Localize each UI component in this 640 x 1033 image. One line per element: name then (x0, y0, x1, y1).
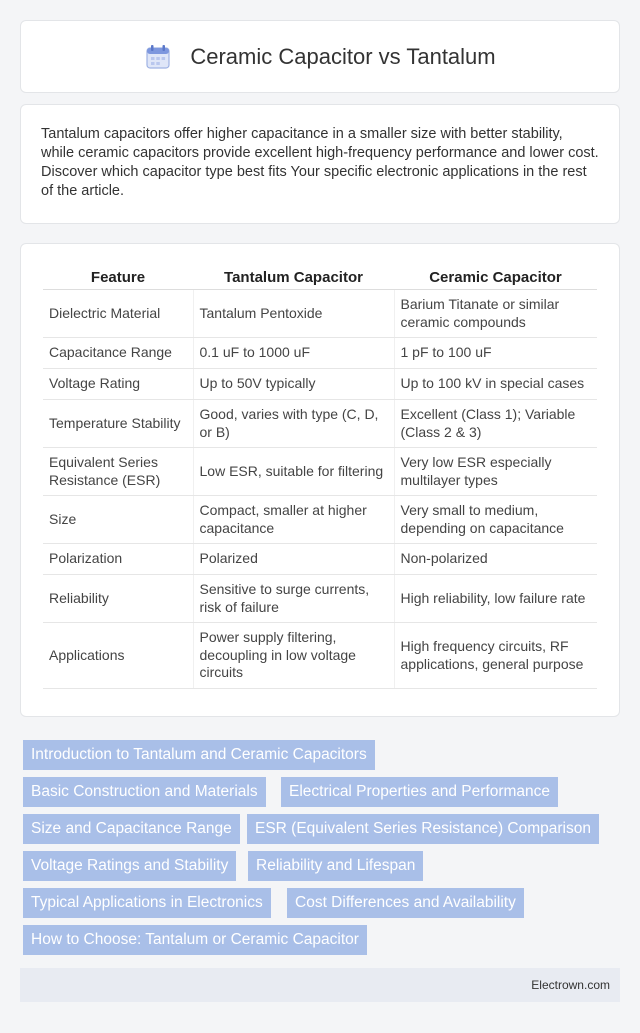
table-cell: Very small to medium, depending on capacitance (394, 496, 597, 544)
table-cell: Good, varies with type (C, D, or B) (193, 400, 394, 448)
calendar-icon (144, 43, 172, 71)
comparison-table (43, 264, 597, 689)
intro-text: Tantalum capacitors offer higher capacitance in a smaller size with better stability, while ceramic capacitors provide excellent high-frequency performance and lower cost. Discover which capacitor type best fits Your specific electronic applications in the rest of the article. (41, 126, 599, 199)
intro-card (20, 104, 620, 224)
topic-tag[interactable]: Size and Capacitance Range (23, 814, 240, 844)
table-row (43, 448, 597, 496)
page-title: Ceramic Capacitor vs Tantalum (190, 43, 496, 69)
comparison-table-card (20, 243, 620, 717)
topic-tag[interactable]: Reliability and Lifespan (248, 851, 423, 881)
topic-tag[interactable]: How to Choose: Tantalum or Ceramic Capacitor (23, 925, 367, 955)
topic-tag[interactable]: Basic Construction and Materials (23, 777, 266, 807)
table-row (43, 338, 597, 369)
footer (20, 968, 620, 1002)
column-header: Tantalum Capacitor (193, 264, 394, 290)
table-cell: Low ESR, suitable for filtering (193, 448, 394, 496)
table-cell: Reliability (43, 575, 193, 623)
topic-tag[interactable]: Electrical Properties and Performance (281, 777, 558, 807)
table-cell: Very low ESR especially multilayer types (394, 448, 597, 496)
table-row (43, 496, 597, 544)
table-cell: High frequency circuits, RF applications, general purpose (394, 623, 597, 689)
table-cell: Tantalum Pentoxide (193, 290, 394, 338)
topic-tag[interactable]: Introduction to Tantalum and Ceramic Capacitors (23, 740, 375, 770)
topic-tag[interactable]: ESR (Equivalent Series Resistance) Comparison (247, 814, 599, 844)
table-header-row (43, 264, 597, 290)
table-row (43, 544, 597, 575)
table-cell: High reliability, low failure rate (394, 575, 597, 623)
table-cell: Sensitive to surge currents, risk of failure (193, 575, 394, 623)
table-cell: Up to 100 kV in special cases (394, 369, 597, 400)
topic-tag[interactable]: Typical Applications in Electronics (23, 888, 271, 918)
table-cell: Voltage Rating (43, 369, 193, 400)
table-cell: 1 pF to 100 uF (394, 338, 597, 369)
table-cell: Equivalent Series Resistance (ESR) (43, 448, 193, 496)
topic-tag[interactable]: Voltage Ratings and Stability (23, 851, 236, 881)
table-row (43, 400, 597, 448)
table-row (43, 575, 597, 623)
table-cell: Capacitance Range (43, 338, 193, 369)
table-cell: Non-polarized (394, 544, 597, 575)
table-cell: Excellent (Class 1); Variable (Class 2 & 3) (394, 400, 597, 448)
footer-site-name: Electrown.com (531, 978, 610, 992)
table-row (43, 623, 597, 689)
table-cell: 0.1 uF to 1000 uF (193, 338, 394, 369)
page-header (20, 20, 620, 93)
table-cell: Polarized (193, 544, 394, 575)
table-cell: Power supply filtering, decoupling in low voltage circuits (193, 623, 394, 689)
topic-tag[interactable]: Cost Differences and Availability (287, 888, 524, 918)
table-cell: Temperature Stability (43, 400, 193, 448)
table-cell: Applications (43, 623, 193, 689)
column-header: Feature (43, 264, 193, 290)
column-header: Ceramic Capacitor (394, 264, 597, 290)
table-row (43, 290, 597, 338)
table-cell: Up to 50V typically (193, 369, 394, 400)
table-cell: Compact, smaller at higher capacitance (193, 496, 394, 544)
table-row (43, 369, 597, 400)
table-cell: Size (43, 496, 193, 544)
table-cell: Barium Titanate or similar ceramic compounds (394, 290, 597, 338)
table-cell: Dielectric Material (43, 290, 193, 338)
table-cell: Polarization (43, 544, 193, 575)
